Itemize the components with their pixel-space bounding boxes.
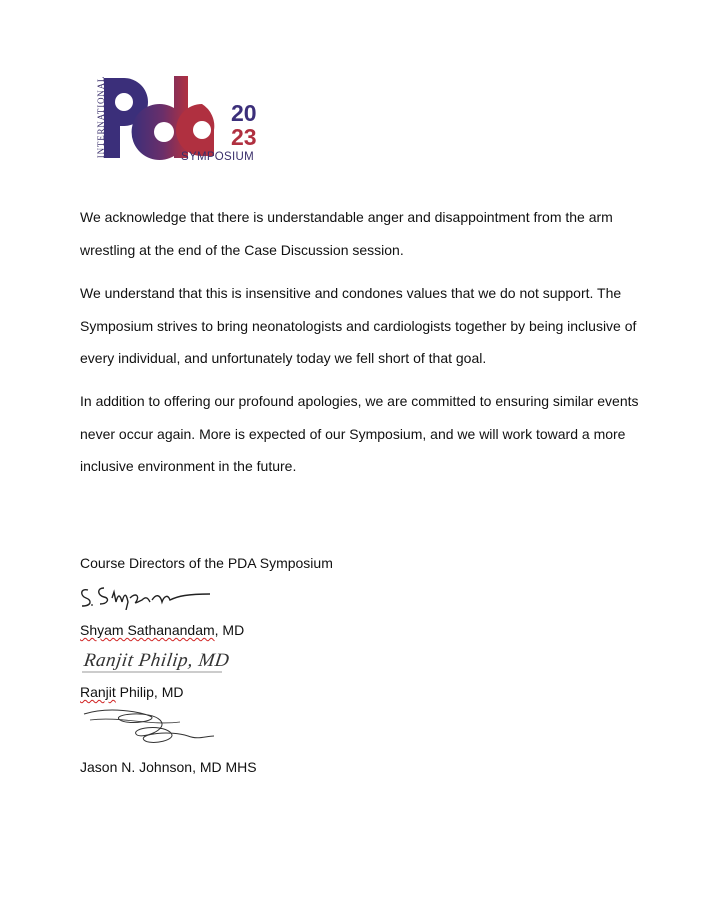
signatory-1-name-main: Shyam Sathanandam [80,622,215,638]
signatory-1-credentials: , MD [214,622,245,638]
signatory-2-name-main: Ranjit [80,684,116,700]
paragraph-acknowledgement: We acknowledge that there is understandable anger and disappointment from the arm wrestling at the end of the Case Discussion session. [80,209,613,258]
logo-international-text: INTERNATIONAL [96,75,107,159]
logo-year-bottom: 23 [231,124,257,150]
closing-line: Course Directors of the PDA Symposium [80,555,333,571]
signatory-2-credentials: Philip, MD [115,684,184,700]
signatory-2-name [80,684,183,700]
signatory-1-name [80,622,244,638]
logo-symposium-text: SYMPOSIUM [181,151,254,163]
signature-3-image [80,706,220,750]
pda-symposium-logo [86,72,276,168]
paragraph-apology: In addition to offering our profound apologies, we are committed to ensuring similar events never occur again. More is expected of our Symposium, and we will work toward a more inclusive environment in the future. [80,393,639,474]
signature-1-image [78,580,218,610]
signature-2-image: Ranjit Philip, MD [82,650,231,671]
signatory-3-name: Jason N. Johnson, MD MHS [80,759,257,775]
paragraph-understanding: We understand that this is insensitive and condones values that we do not support. The Symposium strives to bring neonatologists and cardiologists together by being inclusive of every individual, and unfortunately today we fell short of that goal. [80,285,637,366]
logo-year-top: 20 [231,100,257,126]
